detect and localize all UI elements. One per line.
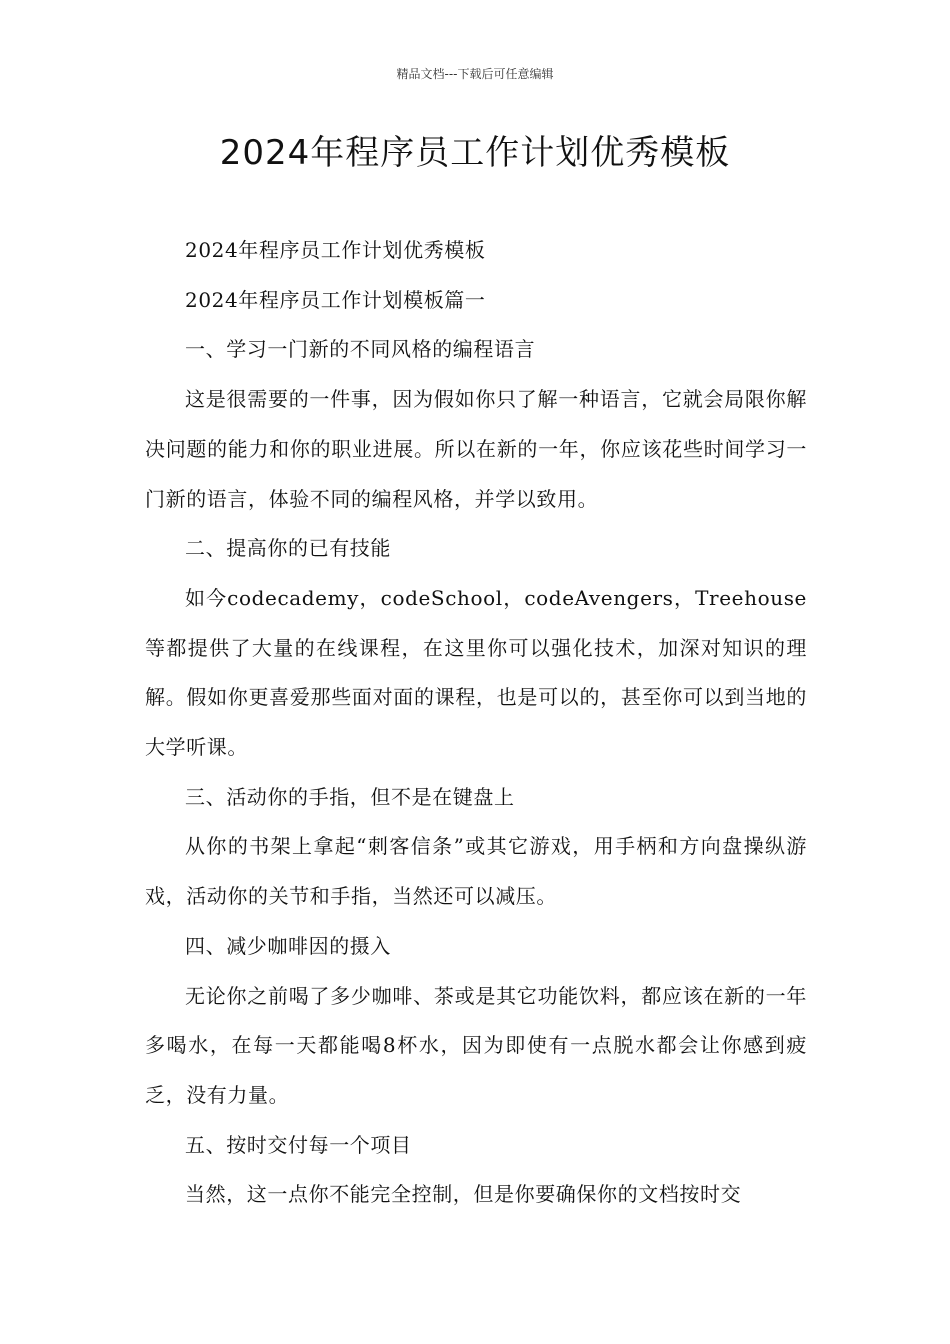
document-title: 2024年程序员工作计划优秀模板 [219,133,731,173]
heading-exercise-fingers: 三、活动你的手指，但不是在键盘上 [185,784,515,809]
heading-reduce-caffeine: 四、减少咖啡因的摄入 [185,933,391,958]
paragraph-deliver-on-time: 当然，这一点你不能完全控制，但是你要确保你的文档按时交 [185,1182,742,1207]
section-heading-part-one: 2024年程序员工作计划模板篇一 [185,287,486,312]
paragraph-improve-skills: 如今codecademy，codeSchool，codeAvengers，Treehouse等都提供了大量的在线课程，在这里你可以强化技术，加深对知识的理解。假如你更喜爱那些面对面的课程，也是可以的，甚至你可以到当地的大学听课。 [145,585,807,760]
heading-learn-language: 一、学习一门新的不同风格的编程语言 [185,337,536,362]
paragraph-learn-language: 这是很需要的一件事，因为假如你只了解一种语言，它就会局限你解决问题的能力和你的职业进展。所以在新的一年，你应该花些时间学习一门新的语言，体验不同的编程风格，并学以致用。 [145,387,807,511]
heading-deliver-on-time: 五、按时交付每一个项目 [185,1132,412,1157]
paragraph-reduce-caffeine: 无论你之前喝了多少咖啡、茶或是其它功能饮料，都应该在新的一年多喝水，在每一天都能喝8杯水，因为即使有一点脱水都会让你感到疲乏，没有力量。 [145,983,807,1107]
paragraph-exercise-fingers: 从你的书架上拿起“刺客信条”或其它游戏，用手柄和方向盘操纵游戏，活动你的关节和手指，当然还可以减压。 [145,834,807,909]
document-body [145,226,807,1220]
heading-improve-skills: 二、提高你的已有技能 [185,536,391,561]
intro-title-line: 2024年程序员工作计划优秀模板 [185,238,486,262]
header-note: 精品文档---下载后可任意编辑 [396,67,554,81]
